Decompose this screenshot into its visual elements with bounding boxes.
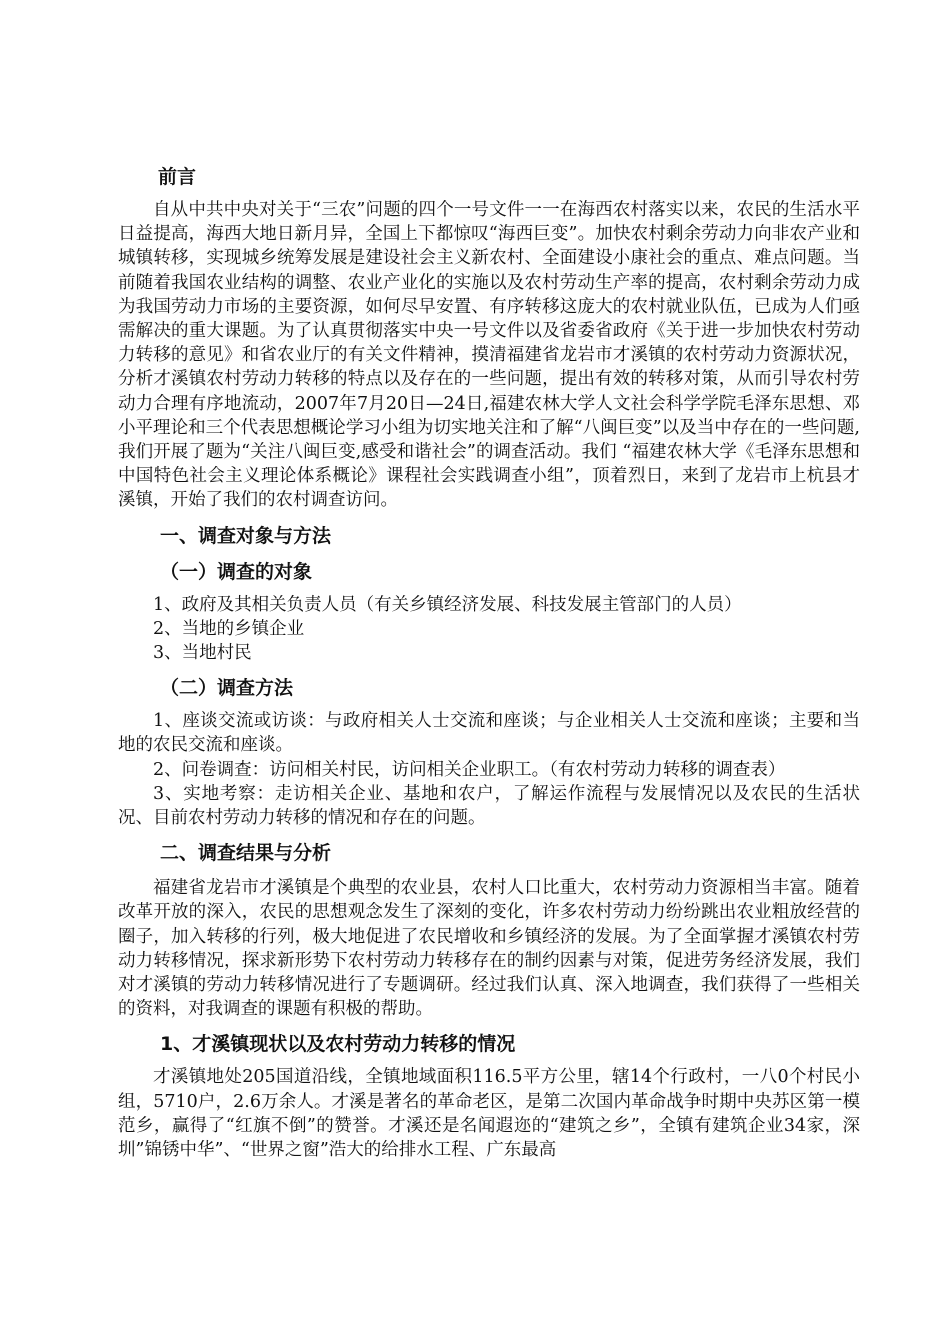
list-item: 2、问卷调查：访问相关村民，访问相关企业职工。（有农村劳动力转移的调查表） [153, 759, 786, 780]
results-paragraph: 福建省龙岩市才溪镇是个典型的农业县，农村人口比重大，农村劳动力资源相当丰富。随着改革开放的深入，农民的思想观念发生了深刻的变化，许多农村劳动力纷纷跳出农业粗放经营的圈子，加入转移的行列，极大地促进了农民增收和乡镇经济的发展。为了全面掌握才溪镇农村劳动力转移情况，探求新形势下农村劳动力转移存在的制约因素与对策，促进劳务经济发展，我们对才溪镇的劳动力转移情况进行了专题调研。经过我们认真、深入地调查，我们获得了一些相关的资料，对我调查的课题有积极的帮助。 [118, 878, 860, 1020]
caixi-status-paragraph: 才溪镇地处205国道沿线，全镇地域面积116.5平方公里，辖14个行政村，一八0个村民小组，5710户，2.6万余人。才溪是著名的革命老区，是第二次国内革命战争时期中央苏区第一模范乡，赢得了“红旗不倒”的赞誉。才溪还是名闻遐迩的“建筑之乡”，全镇有建筑企业34家，深圳”锦锈中华”、“世界之窗”浩大的给排水工程、广东最高 [118, 1067, 860, 1161]
section-heading-survey-method: 一、调查对象与方法 [160, 524, 332, 547]
list-item: 3、实地考察：走访相关企业、基地和农户，了解运作流程与发展情况以及农民的生活状况、目前农村劳动力转移的情况和存在的问题。 [118, 783, 860, 829]
section-heading-results: 二、调查结果与分析 [160, 842, 332, 865]
list-item: 2、当地的乡镇企业 [153, 618, 305, 639]
list-item: 3、当地村民 [153, 643, 252, 664]
subsection-heading-survey-methods: （二）调查方法 [160, 677, 294, 700]
document-page [118, 158, 860, 1162]
subsection-heading-caixi-status: 1、才溪镇现状以及农村劳动力转移的情况 [160, 1033, 516, 1056]
subsection-heading-survey-objects: （一）调查的对象 [160, 560, 313, 583]
preface-paragraph: 自从中共中央对关于“三农”问题的四个一号文件一一在海西农村落实以来，农民的生活水平日益提高，海西大地日新月异，全国上下都惊叹“海西巨变”。加快农村剩余劳动力向非农产业和城镇转移，实现城乡统筹发展是建设社会主义新农村、全面建设小康社会的重点、难点问题。当前随着我国农业结构的调整、农业产业化的实施以及农村劳动生产率的提高，农村剩余劳动力成为我国劳动力市场的主要资源，如何尽早安置、有序转移这庞大的农村就业队伍，已成为人们亟需解决的重大课题。为了认真贯彻落实中央一号文件以及省委省政府《关于进一步加快农村劳动力转移的意见》和省农业厅的有关文件精神，摸清福建省龙岩市才溪镇的农村劳动力资源状况，分析才溪镇农村劳动力转移的特点以及存在的一些问题，提出有效的转移对策，从而引导农村劳动力合理有序地流动，2007年7月20日—24日,福建农林大学人文社会科学学院毛泽东思想、邓小平理论和三个代表思想概论学习小组为切实地关注和了解“八闽巨变”以及当中存在的一些问题,我们开展了题为“关注八闽巨变,感受和谐社会”的调查活动。我们 “福建农林大学《毛泽东思想和中国特色社会主义理论体系概论》课程社会实践调查小组”，顶着烈日，来到了龙岩市上杭县才溪镇，开始了我们的农村调查访问。 [118, 200, 860, 511]
preface-heading: 前言 [158, 166, 197, 188]
list-item: 1、政府及其相关负责人员（有关乡镇经济发展、科技发展主管部门的人员） [153, 594, 742, 615]
list-item: 1、座谈交流或访谈：与政府相关人士交流和座谈；与企业相关人士交流和座谈；主要和当地的农民交流和座谈。 [118, 711, 860, 756]
